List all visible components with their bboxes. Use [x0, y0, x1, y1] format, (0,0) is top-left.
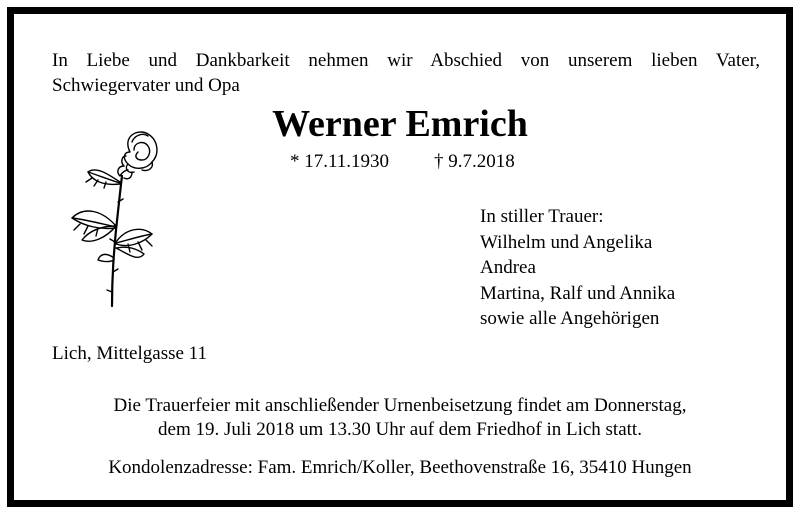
mourner-name: Wilhelm und Angelika [480, 231, 653, 253]
intro-line-2: Schwiegervater und Opa [52, 75, 240, 96]
death-date: † 9.7.2018 [434, 151, 515, 172]
intro-line-1: In Liebe und Dankbarkeit nehmen wir Abschied von unserem lieben Vater, [52, 50, 760, 71]
rose-icon [62, 122, 158, 310]
mourners-list [480, 204, 675, 332]
mourner-name: sowie alle Angehörigen [480, 308, 660, 329]
ceremony-info [14, 394, 786, 442]
birth-date: * 17.11.1930 [290, 151, 390, 172]
mourner-name: Martina, Ralf und Annika [480, 282, 676, 304]
deceased-name: Werner Emrich [272, 103, 528, 145]
ceremony-line-2: dem 19. Juli 2018 um 13.30 Uhr auf dem Friedhof in Lich statt. [158, 419, 642, 440]
intro-text [52, 48, 760, 98]
obituary-notice [7, 7, 793, 507]
ceremony-line-1: Die Trauerfeier mit anschließender Urnenbeisetzung findet am Donnerstag, [113, 395, 687, 416]
mourners-heading: In stiller Trauer: [480, 206, 604, 227]
family-address: Lich, Mittelgasse 11 [52, 343, 207, 364]
condolence-address: Kondolenzadresse: Fam. Emrich/Koller, Beethovenstraße 16, 35410 Hungen [108, 457, 692, 478]
mourner-name: Andrea [480, 257, 536, 278]
